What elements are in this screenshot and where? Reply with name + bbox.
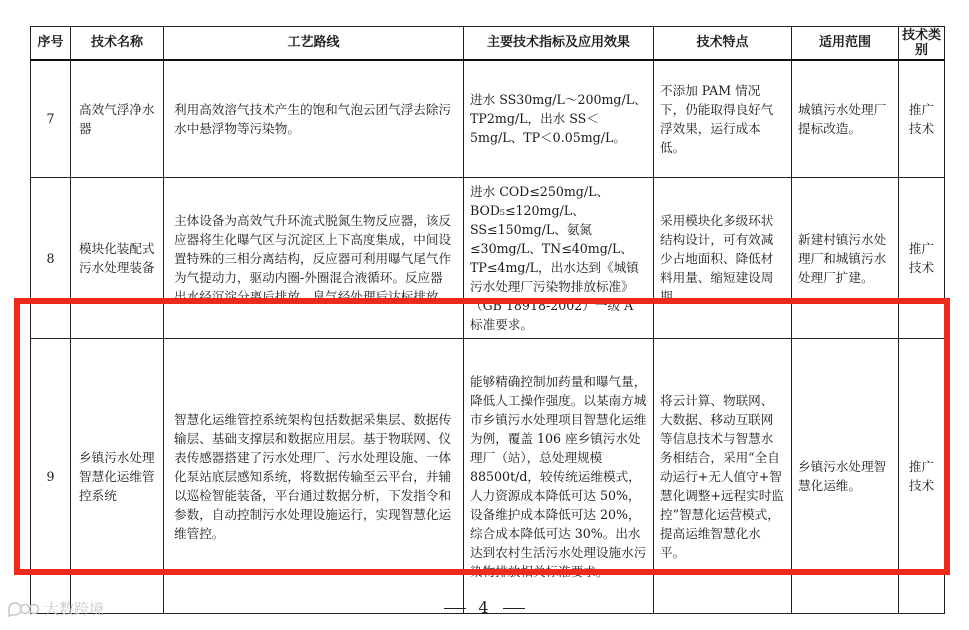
process-route: 智慧化运维管控系统架构包括数据采集层、数据传输层、基础支撑层和数据应用层。基于物联网、仪表传感器搭建了污水处理厂、污水处理设施、一体化泵站底层感知系统，将数据传输至云平台，并辅以巡检智能装备，平台通过数据分析，下发指令和参数，自动控制污水处理设施运行，实现智慧化运维管控。 — [174, 411, 452, 541]
application-scope: 新建村镇污水处理厂和城镇污水处理厂扩建。 — [798, 231, 887, 285]
application-scope: 乡镇污水处理智慧化运维。 — [798, 459, 887, 493]
watermark-text: 大数跨境 — [44, 600, 105, 618]
page-number — [0, 598, 969, 617]
row-number: 7 — [46, 111, 55, 127]
application-scope: 城镇污水处理厂提标改造。 — [798, 101, 887, 136]
tech-index: 进水 SS30mg/L～200mg/L、TP2mg/L，出水 SS＜5mg/L、TP＜0.05mg/L。 — [470, 92, 647, 146]
tech-category: 推广技术 — [908, 101, 935, 136]
tech-name: 乡镇污水处理智慧化运维管控系统 — [79, 449, 155, 503]
tech-category: 推广技术 — [908, 241, 935, 275]
tech-name: 高效气浮净水器 — [79, 101, 155, 136]
table-row — [31, 60, 945, 178]
process-route: 利用高效溶气技术产生的饱和气泡云团气浮去除污水中悬浮物等污染物。 — [174, 101, 452, 136]
table-header-row — [31, 27, 945, 60]
table-row — [31, 339, 945, 614]
tech-index: 进水 COD≤250mg/L、BOD₅≤120mg/L、SS≤150mg/L、氨氮≤30mg/L、TN≤40mg/L、TP≤4mg/L，出水达到《城镇污水处理厂污染物排放标准》（GB 18918-2002）一级 A 标准要求。 — [470, 184, 639, 332]
header-tech-name: 技术名称 — [71, 27, 164, 60]
header-category: 技术类别 — [899, 27, 945, 60]
header-tech-index: 主要技术指标及应用效果 — [464, 27, 654, 60]
header-process-route: 工艺路线 — [164, 27, 464, 60]
header-seq: 序号 — [31, 27, 71, 60]
tech-name: 模块化装配式污水处理装备 — [79, 241, 155, 275]
page-number-value: 4 — [478, 598, 491, 617]
process-route: 主体设备为高效气升环流式脱氮生物反应器，该反应器将生化曝气区与沉淀区上下高度集成，中间设置特殊的三相分离结构，反应器可利用曝气尾气作为气提动力，驱动内圈-外圈混合液循环。反应器出水经沉淀分离后排放。臭气经处理后达标排放。 — [174, 212, 452, 304]
header-scope: 适用范围 — [792, 27, 899, 60]
row-number: 8 — [46, 250, 55, 266]
header-tech-feature: 技术特点 — [654, 27, 792, 60]
tech-feature: 不添加 PAM 情况下，仍能取得良好气浮效果，运行成本低。 — [660, 82, 774, 155]
table-row — [31, 178, 945, 339]
tech-feature: 将云计算、物联网、大数据、移动互联网等信息技术与智慧水务相结合，采用“全自动运行+无人值守+智慧化调整+远程实时监控”智慧化运营模式，提高运维智慧化水平。 — [660, 392, 784, 560]
tech-index: 能够精确控制加药量和曝气量，降低人工操作强度。以某南方城市乡镇污水处理项目智慧化运维为例，覆盖 106 座乡镇污水处理厂（站），总处理规模 88500t/d，较传统运维模式，人力资源成本降低可达 50%，设备维护成本降低可达 20%，综合成本降低可达 30%。出水达到农村生活污水处理设施水污染物排放相关标准要求。 — [470, 373, 647, 579]
tech-feature: 采用模块化多级环状结构设计，可有效减少占地面积、降低材料用量、缩短建设周期。 — [660, 212, 774, 304]
technology-table — [30, 26, 945, 614]
tech-category: 推广技术 — [908, 459, 935, 493]
row-number: 9 — [46, 468, 55, 484]
